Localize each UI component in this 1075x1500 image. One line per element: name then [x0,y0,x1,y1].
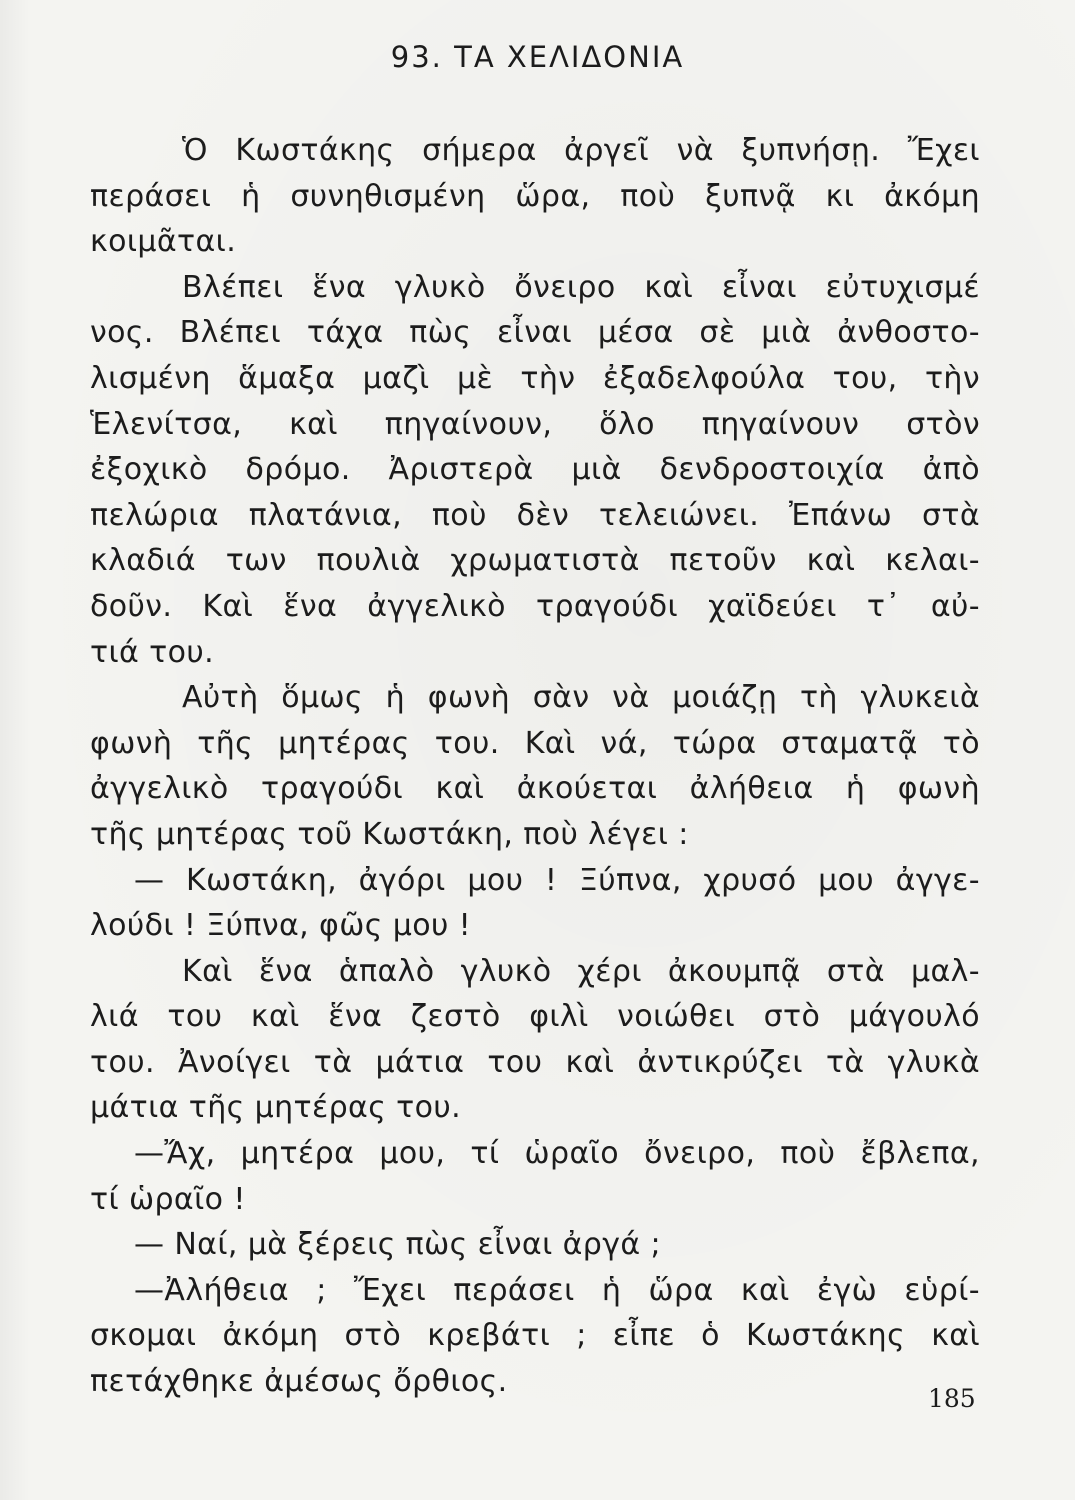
text-line: λιά του καὶ ἕνα ζεστὸ φιλὶ νοιώθει στὸ μάγουλό [90,999,980,1035]
body-text [90,128,980,1405]
text-line: —Ἀλήθεια ; Ἔχει περάσει ἡ ὥρα καὶ ἐγὼ εὑρί- [134,1272,980,1308]
page-number: 185 [928,1384,976,1413]
text-line: φωνὴ τῆς μητέρας του. Καὶ νά, τώρα σταματᾷ τὸ [90,725,980,761]
text-line: Αὐτὴ ὅμως ἡ φωνὴ σὰν νὰ μοιάζῃ τὴ γλυκειὰ [182,680,980,716]
text-line: Ὁ Κωστάκης σήμερα ἀργεῖ νὰ ξυπνήσῃ. Ἔχει [182,133,980,168]
text-line: του. Ἀνοίγει τὰ μάτια του καὶ ἀντικρύζει τὰ γλυκὰ [90,1044,980,1080]
text-line: λισμένη ἅμαξα μαζὶ μὲ τὴν ἐξαδελφούλα του, τὴν [90,360,980,396]
text-line: σκομαι ἀκόμη στὸ κρεβάτι ; εἶπε ὁ Κωστάκης καὶ [90,1318,980,1354]
chapter-heading: 93. ΤΑ ΧΕΛΙΔΟΝΙΑ [390,40,685,74]
text-line: πετάχθηκε ἀμέσως ὄρθιος. [90,1364,508,1400]
text-line: τιά του. [90,634,215,670]
text-line: Καὶ ἕνα ἁπαλὸ γλυκὸ χέρι ἀκουμπᾷ στὰ μαλ- [182,953,980,989]
text-line: Βλέπει ἕνα γλυκὸ ὄνειρο καὶ εἶναι εὐτυχισμέ [182,269,980,305]
text-line: περάσει ἡ συνηθισμένη ὥρα, ποὺ ξυπνᾷ κι ἀκόμη [90,178,980,214]
text-line: ἐξοχικὸ δρόμο. Ἀριστερὰ μιὰ δενδροστοιχία ἀπὸ [90,452,980,488]
text-line: κοιμᾶται. [90,224,237,260]
text-line: νος. Βλέπει τάχα πὼς εἶναι μέσα σὲ μιὰ ἀνθοστο- [90,315,980,351]
text-line: πελώρια πλατάνια, ποὺ δὲν τελειώνει. Ἐπάνω στὰ [90,497,980,533]
text-line: — Ναί, μὰ ξέρεις πὼς εἶναι ἀργά ; [134,1227,661,1263]
text-line: ἀγγελικὸ τραγούδι καὶ ἀκούεται ἀλήθεια ἡ φωνὴ [90,771,980,807]
text-line: —Ἄχ, μητέρα μου, τί ὡραῖο ὄνειρο, ποὺ ἔβλεπα, [134,1136,980,1172]
text-line: κλαδιά των πουλιὰ χρωματιστὰ πετοῦν καὶ κελαι- [90,543,980,579]
text-line: — Κωστάκη, ἀγόρι μου ! Ξύπνα, χρυσό μου ἀγγε- [134,862,980,898]
text-line: Ἑλενίτσα, καὶ πηγαίνουν, ὅλο πηγαίνουν στὸν [90,406,980,442]
text-line: δοῦν. Καὶ ἕνα ἀγγελικὸ τραγούδι χαϊδεύει τ᾿ αὐ- [90,588,980,624]
text-line: λούδι ! Ξύπνα, φῶς μου ! [90,908,472,944]
text-line: τῆς μητέρας τοῦ Κωστάκη, ποὺ λέγει : [90,816,689,852]
text-line: μάτια τῆς μητέρας του. [90,1090,462,1126]
text-line: τί ὡραῖο ! [90,1181,246,1217]
